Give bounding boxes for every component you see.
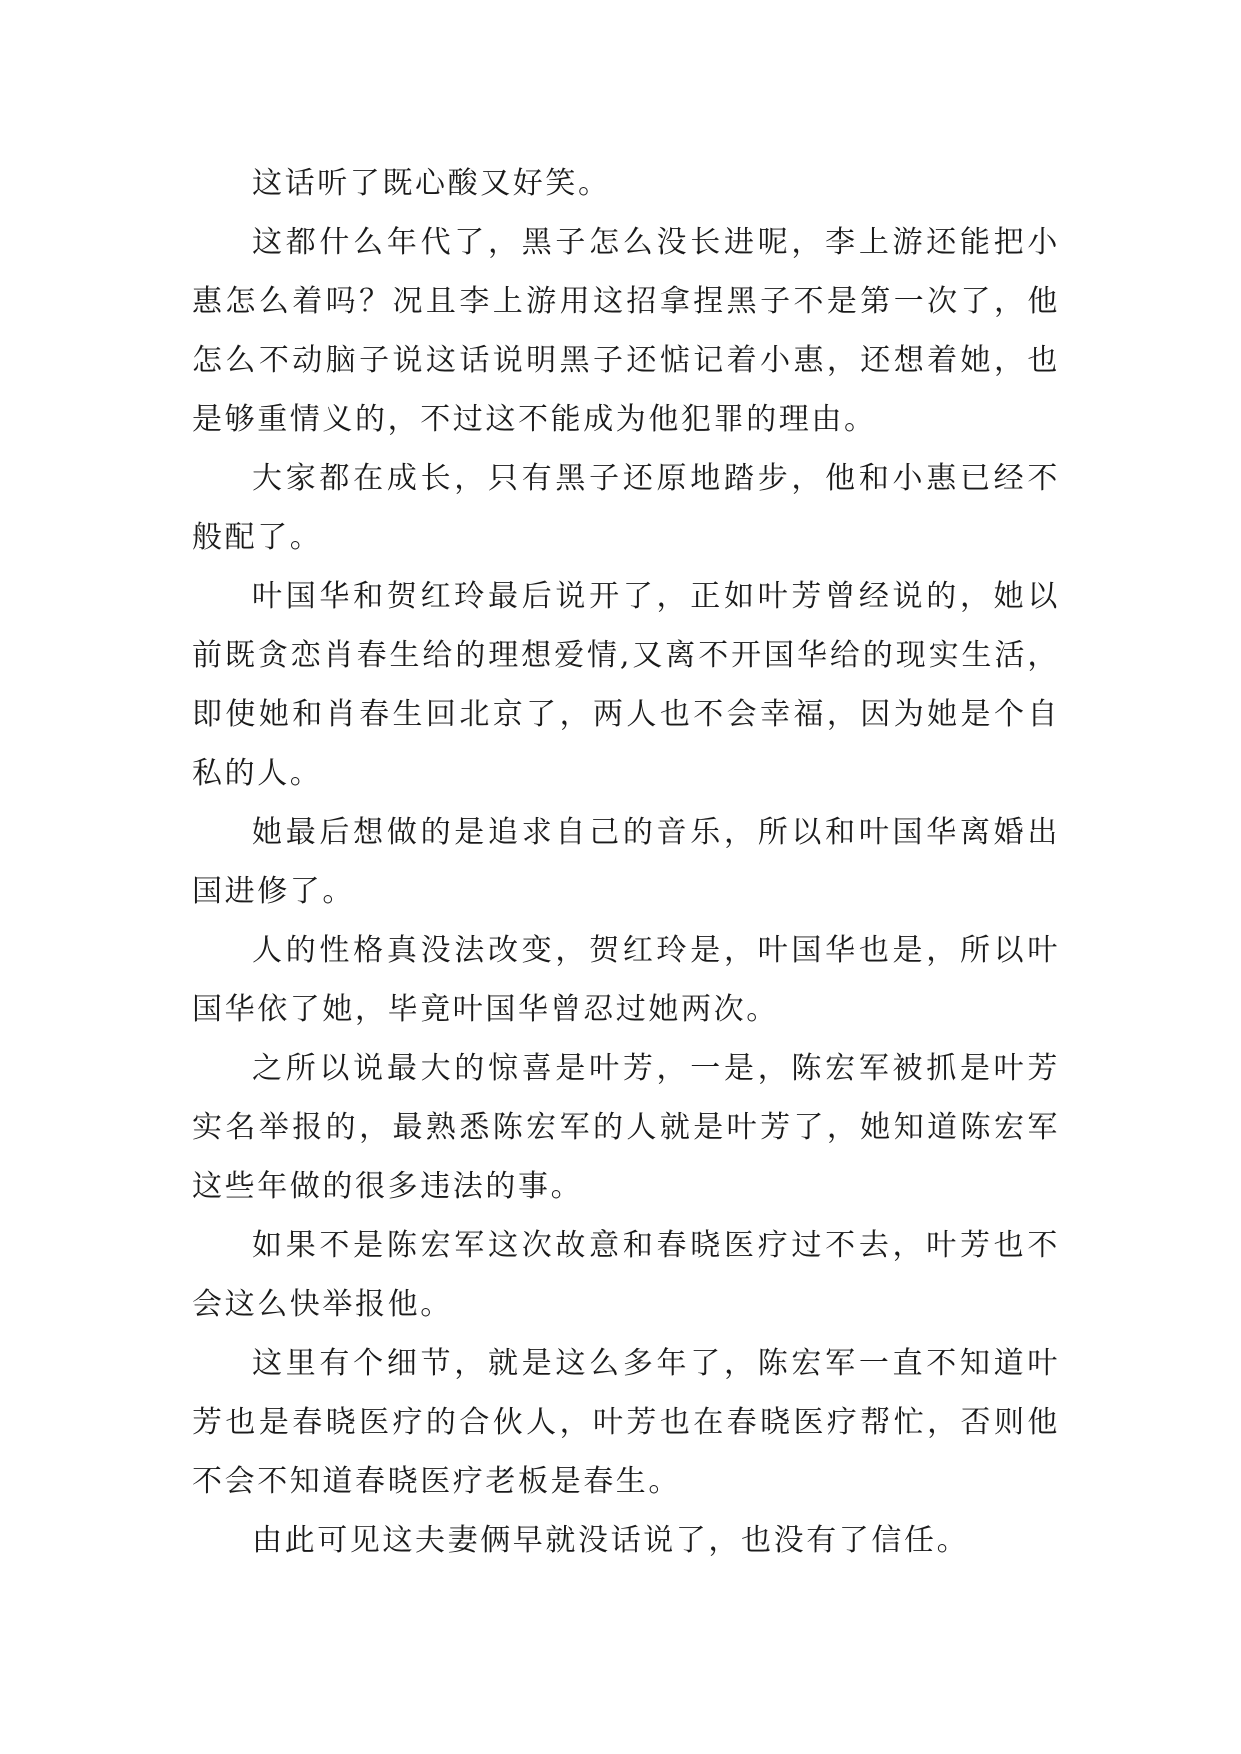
paragraph: 之所以说最大的惊喜是叶芳，一是，陈宏军被抓是叶芳实名举报的，最熟悉陈宏军的人就是叶芳了，她知道陈宏军这些年做的很多违法的事。 — [192, 1051, 1060, 1204]
article-body — [192, 154, 1060, 1570]
paragraph: 这里有个细节，就是这么多年了，陈宏军一直不知道叶芳也是春晓医疗的合伙人，叶芳也在春晓医疗帮忙，否则他不会不知道春晓医疗老板是春生。 — [192, 1346, 1060, 1499]
paragraph: 由此可见这夫妻俩早就没话说了，也没有了信任。 — [252, 1523, 970, 1558]
paragraph: 如果不是陈宏军这次故意和春晓医疗过不去，叶芳也不会这么快举报他。 — [192, 1228, 1060, 1322]
paragraph: 这都什么年代了，黑子怎么没长进呢，李上游还能把小惠怎么着吗？况且李上游用这招拿捏黑子不是第一次了，他怎么不动脑子说这话说明黑子还惦记着小惠，还想着她，也是够重情义的，不过这不能成为他犯罪的理由。 — [192, 225, 1060, 437]
paragraph: 叶国华和贺红玲最后说开了，正如叶芳曾经说的，她以前既贪恋肖春生给的理想爱情,又离不开国华给的现实生活，即使她和肖春生回北京了，两人也不会幸福，因为她是个自私的人。 — [192, 579, 1060, 791]
paragraph: 这话听了既心酸又好笑。 — [252, 166, 611, 201]
paragraph: 人的性格真没法改变，贺红玲是，叶国华也是，所以叶国华依了她，毕竟叶国华曾忍过她两次。 — [192, 933, 1060, 1027]
paragraph: 大家都在成长，只有黑子还原地踏步，他和小惠已经不般配了。 — [192, 461, 1060, 555]
paragraph: 她最后想做的是追求自己的音乐，所以和叶国华离婚出国进修了。 — [192, 815, 1060, 909]
